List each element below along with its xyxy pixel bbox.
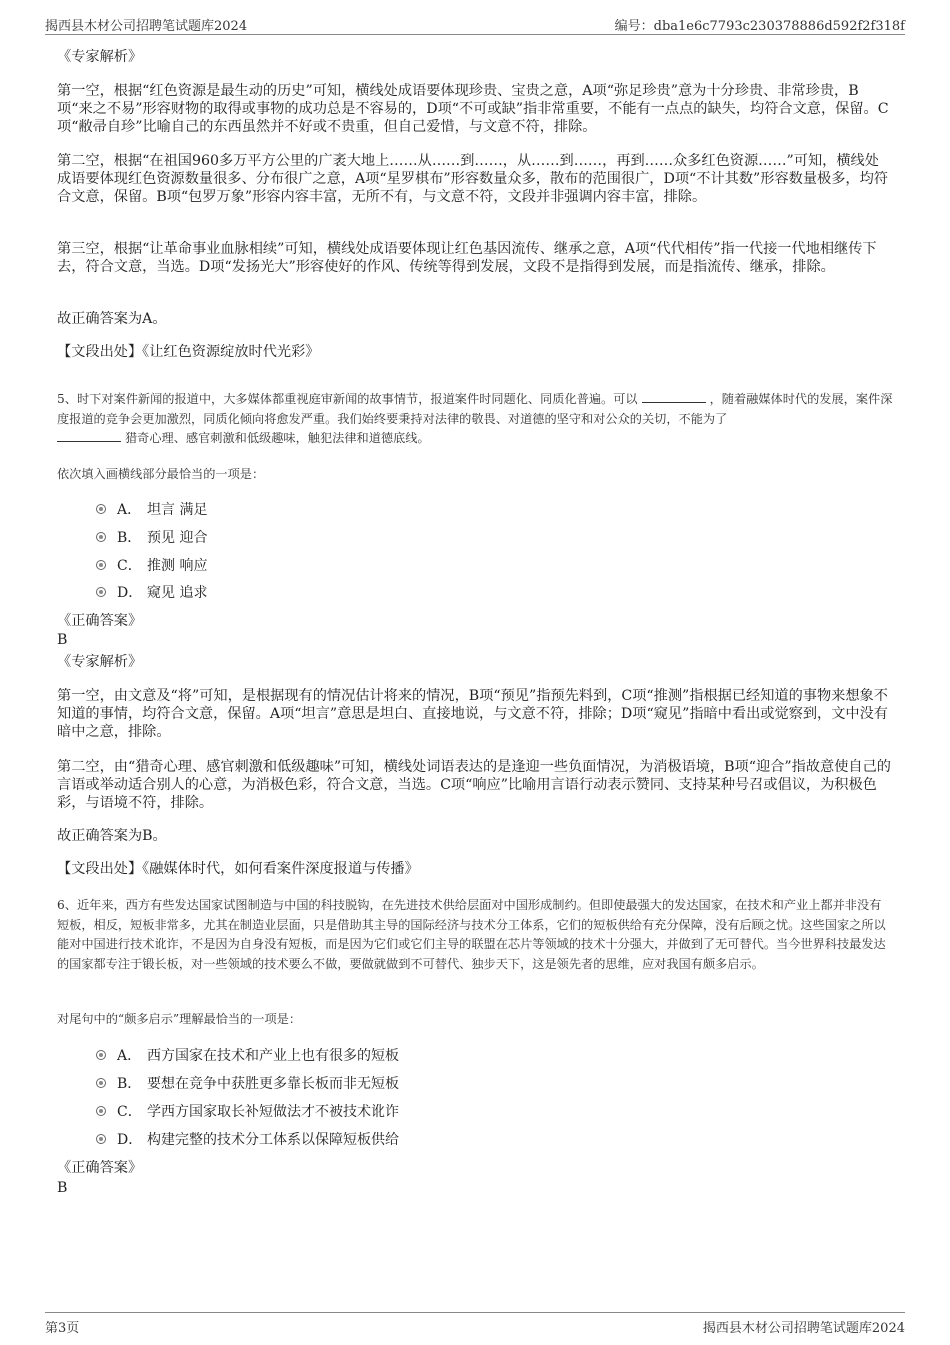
q5-analysis-para2: 第二空，由“猎奇心理、感官刺激和低级趣味”可知，横线处词语表达的是逢迎一些负面情况，为消极语境，B项“迎合”指故意使自己的言语或举动适合别人的心意，为消极色彩，符合文意，当选。C项“响应”比喻用言语行动表示赞同、支持某种号召或倡议，为积极色彩，与语境不符，排除。 (57, 759, 891, 811)
page-number: 第3页 (45, 1321, 80, 1336)
page-header (45, 12, 905, 35)
q4-analysis-para3: 第三空，根据“让革命事业血脉相续”可知，横线处成语要体现让红色基因流传、继承之意，A项“代代相传”指一代接一代地相继传下去，符合文意，当选。D项“发扬光大”形容使好的作风、传统等得到发展，文段不是指得到发展，而是指流传、继承，排除。 (57, 241, 877, 275)
q6-stem: 6、近年来，西方有些发达国家试图制造与中国的科技脱钩，在先进技术供给层面对中国形成制约。但即使最强大的发达国家，在技术和产业上都并非没有短板，相反，短板非常多，尤其在制造业层面，只是借助其主导的国际经济与技术分工体系，它们的短板供给有充分保障，没有后顾之忧。这些国家之所以能对中国进行技术讹诈，不是因为自身没有短板，而是因为它们或它们主导的联盟在芯片等领域的技术十分强大，并做到了无可替代。当今世界科技最发达的国家都专注于锻长板，对一些领域的技术要么不做，要做就做到不可替代、独步天下，这是领先者的思维，应对我国有颇多启示。 (57, 898, 886, 971)
q4-analysis-para1: 第一空，根据“红色资源是最生动的历史”可知，横线处成语要体现珍贵、宝贵之意，A项“弥足珍贵”意为十分珍贵、非常珍贵，B项“来之不易”形容财物的取得或事物的成功总是不容易的，D项“不可或缺”指非常重要，不能有一点点的缺失，均符合文意，保留。C项“敝帚自珍”比喻自己的东西虽然并不好或不贵重，但自己爱惜，与文意不符，排除。 (57, 83, 889, 135)
document-id: 编号：dba1e6c7793c230378886d592f2f318f (614, 19, 905, 34)
radio-icon[interactable] (96, 504, 106, 514)
radio-icon[interactable] (96, 587, 106, 597)
radio-icon[interactable] (96, 1106, 106, 1116)
q5-answer: B (57, 632, 68, 648)
footer-title: 揭西县木材公司招聘笔试题库2024 (702, 1321, 905, 1336)
radio-icon[interactable] (96, 1078, 106, 1088)
fill-blank-1 (642, 392, 706, 403)
q6-answer-label: 《正确答案》 (57, 1160, 143, 1176)
q5-conclusion: 故正确答案为B。 (57, 828, 167, 844)
q6-prompt: 对尾句中的“颇多启示”理解最恰当的一项是： (57, 1012, 302, 1026)
radio-icon[interactable] (96, 560, 106, 570)
q4-expert-label: 《专家解析》 (57, 49, 143, 65)
q4-source: 【文段出处】《让红色资源绽放时代光彩》 (57, 344, 320, 360)
q5-answer-label: 《正确答案》 (57, 613, 143, 629)
radio-icon[interactable] (96, 1050, 106, 1060)
radio-icon[interactable] (96, 1134, 106, 1144)
q5-stem: 5、时下对案件新闻的报道中，大多媒体都重视庭审新闻的故事情节，报道案件时同题化、同质化普遍。可以 ，随着融媒体时代的发展，案件深度报道的竞争会更加激烈，同质化倾向将愈发严重。我们始终要秉持对法律的敬畏、对道德的坚守和对公众的关切，不能为了 猎奇心理、感官刺激和低级趣味，触犯法律和道德底线。 (57, 392, 893, 445)
page-footer (45, 1312, 905, 1335)
q4-analysis-para2: 第二空，根据“在祖国960多万平方公里的广袤大地上……从……到……，从……到……，再到……众多红色资源……”可知，横线处成语要体现红色资源数量很多、分布很广之意，A项“星罗棋布”形容数量众多，散布的范围很广，D项“不计其数”形容数量极多，均符合文意，保留。B项“包罗万象”形容内容丰富，无所不有，与文意不符，文段并非强调内容丰富，排除。 (57, 153, 888, 205)
radio-icon[interactable] (96, 532, 106, 542)
header-title: 揭西县木材公司招聘笔试题库2024 (45, 19, 248, 34)
q4-conclusion: 故正确答案为A。 (57, 311, 167, 327)
q5-analysis-para1: 第一空，由文意及“将”可知，是根据现有的情况估计将来的情况，B项“预见”指预先料到，C项“推测”指根据已经知道的事物来想象不知道的事情，均符合文意，保留。A项“坦言”意思是坦白、直接地说，与文意不符，排除；D项“窥见”指暗中看出或觉察到，文中没有暗中之意，排除。 (57, 688, 888, 740)
q5-source: 【文段出处】《融媒体时代，如何看案件深度报道与传播》 (57, 861, 419, 877)
q5-expert-label: 《专家解析》 (57, 654, 143, 670)
fill-blank-2 (57, 431, 121, 442)
q6-answer: B (57, 1180, 68, 1196)
q5-prompt: 依次填入画横线部分最恰当的一项是： (57, 467, 265, 481)
